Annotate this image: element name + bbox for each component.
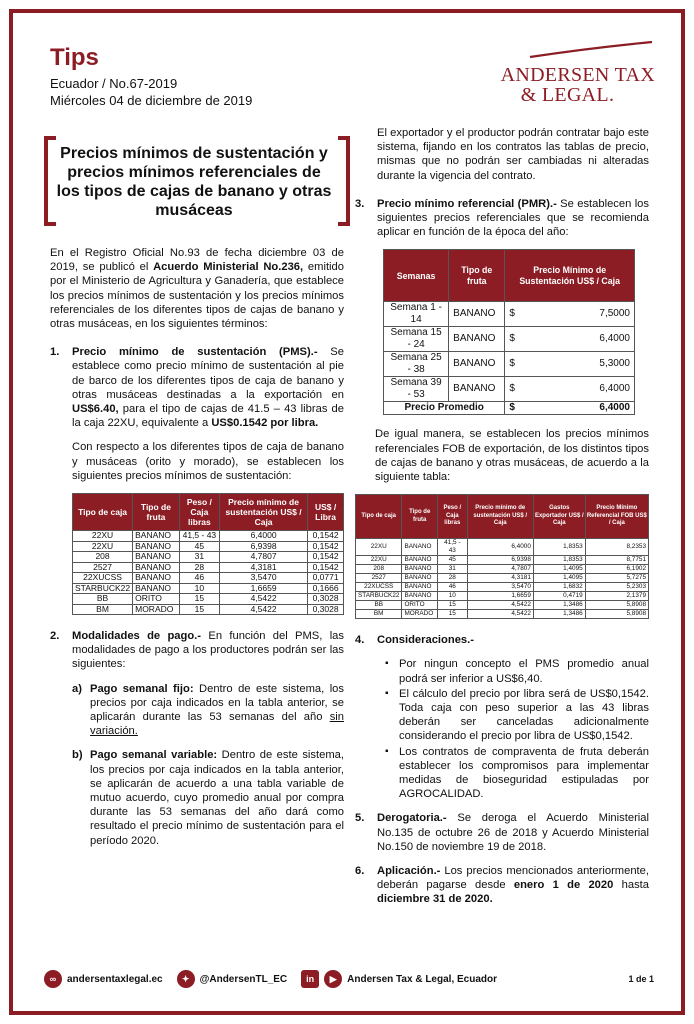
headline-box bbox=[44, 132, 344, 230]
table-row bbox=[73, 583, 344, 594]
table-cell: Semana 15 - 24 bbox=[384, 327, 449, 352]
table-cell: 1,6832 bbox=[533, 583, 585, 592]
table-cell: 6,4000 bbox=[219, 531, 307, 542]
table-cell: 1,4095 bbox=[533, 574, 585, 583]
table-cell: 10 bbox=[437, 592, 467, 601]
table-cell: 208 bbox=[356, 565, 402, 574]
pmr-table-body bbox=[384, 302, 635, 415]
table-row bbox=[73, 552, 344, 563]
logo-line2: & LEGAL. bbox=[520, 84, 615, 106]
table-cell: 4,5422 bbox=[467, 601, 533, 610]
table-cell: BANANO bbox=[133, 531, 180, 542]
section-6: 6. Aplicación.- Los precios mencionados anteriormente, deberán pagarse desde enero 1 de 2020 hasta diciembre 31 de 2020. bbox=[355, 865, 649, 906]
table-cell: 1,8353 bbox=[533, 539, 585, 556]
list-item: ▪ Los contratos de compraventa de fruta deberán establecer los compromisos para implementar medidas de bioseguridad estipuladas por AGROCALIDAD. bbox=[385, 745, 649, 802]
table-cell: $ 5,3000 bbox=[505, 352, 635, 377]
table-cell: BANANO bbox=[133, 583, 180, 594]
table-cell: 31 bbox=[437, 565, 467, 574]
section-4: 4. Consideraciones.- bbox=[355, 634, 474, 647]
table-row bbox=[73, 531, 344, 542]
issue-info bbox=[50, 75, 252, 109]
table-cell: 6,9398 bbox=[219, 541, 307, 552]
table-cell: BM bbox=[73, 604, 133, 615]
table-cell: 4,5422 bbox=[219, 604, 307, 615]
table-cell: Semana 25 - 38 bbox=[384, 352, 449, 377]
intro-paragraph: En el Registro Oficial No.93 de fecha diciembre 03 de 2019, se publicó el Acuerdo Ministerial No.236, emitido por el Ministerio de Agricultura y Ganadería, que establece los precios mínimos de sustentación y los precios mínimos referenciales de los diferentes tipos de cajas de banano y otras musáceas, en los siguientes términos: bbox=[50, 247, 344, 331]
table-cell: 6,4000 bbox=[467, 539, 533, 556]
table-cell: BB bbox=[73, 594, 133, 605]
table-cell: 22XU bbox=[356, 556, 402, 565]
twitter-icon: ✦ bbox=[177, 970, 195, 988]
table-row bbox=[73, 541, 344, 552]
table-cell: 22XUCSS bbox=[356, 583, 402, 592]
table-cell: 0,1542 bbox=[308, 552, 344, 563]
contract-paragraph: El exportador y el productor podrán contratar bajo este sistema, fijando en los contratos las tablas de precio, mismas que no podrán ser cambiadas ni alteradas durante la vigencia del contrato. bbox=[377, 127, 649, 182]
table-cell: BANANO bbox=[449, 302, 505, 327]
table-cell: 0,0771 bbox=[308, 573, 344, 584]
table-cell: 0,1542 bbox=[308, 531, 344, 542]
footer-website[interactable]: ∞ andersentaxlegal.ec bbox=[44, 970, 163, 988]
table-cell: Semana 1 - 14 bbox=[384, 302, 449, 327]
table-cell: STARBUCK22 bbox=[73, 583, 133, 594]
table-cell: BANANO bbox=[133, 552, 180, 563]
table-cell: MORADO bbox=[402, 610, 438, 619]
considerations-list bbox=[385, 657, 649, 801]
table-cell: 2527 bbox=[73, 562, 133, 573]
table-cell: BANANO bbox=[402, 574, 438, 583]
fob-table-body bbox=[356, 539, 649, 619]
table-cell: STARBUCK22 bbox=[356, 592, 402, 601]
footer bbox=[44, 968, 654, 990]
table-cell: 1,3486 bbox=[533, 601, 585, 610]
table-cell: 1,6659 bbox=[467, 592, 533, 601]
table-cell: 3,5470 bbox=[219, 573, 307, 584]
table-cell: ORITO bbox=[133, 594, 180, 605]
table-cell: 0,1542 bbox=[308, 541, 344, 552]
table-cell: 1,3486 bbox=[533, 610, 585, 619]
table-row bbox=[384, 352, 635, 377]
table-cell: 15 bbox=[437, 601, 467, 610]
table-cell: 1,8353 bbox=[533, 556, 585, 565]
table-row bbox=[356, 565, 649, 574]
table-cell: BM bbox=[356, 610, 402, 619]
table-cell: 0,1542 bbox=[308, 562, 344, 573]
fob-table: Tipo de caja Tipo de fruta Peso / Caja libras Precio mínimo de sustentación US$ / Caja Gastos Exportador US$ / Caja Precio Mínimo Referencial FOB US$ / Caja 22XU BANANO 41,5 - 43 6,4000 1,8353 8,2353 22XU BANANO 45 6,9398 1,8353 8,7751 208 BANANO 31 4,7807 1,4095 6,1902 2527 BANANO 28 4,3181 1,4095 5,7275 22XUCSS BANANO 46 3,5470 1,6832 5,2303 STARBUCK22 BANANO 10 1,6659 0,4719 2,1379 BB ORITO 15 4,5422 1,3486 5,8908 BM MORADO 15 4,5422 1,3486 5,8908 bbox=[355, 494, 649, 619]
table-cell: 22XU bbox=[73, 541, 133, 552]
table-cell: 2527 bbox=[356, 574, 402, 583]
table-cell: 6,9398 bbox=[467, 556, 533, 565]
table-cell: 1,6659 bbox=[219, 583, 307, 594]
table-cell: Precio Promedio bbox=[384, 402, 505, 415]
table-cell: 0,3028 bbox=[308, 594, 344, 605]
section-2: 2. Modalidades de pago.- En función del PMS, las modalidades de pago a los productores podrán ser las siguientes: bbox=[50, 630, 344, 671]
table-row bbox=[384, 377, 635, 402]
table-cell: 4,5422 bbox=[467, 610, 533, 619]
table-row bbox=[73, 594, 344, 605]
table-cell: 31 bbox=[179, 552, 219, 563]
table-cell: 46 bbox=[179, 573, 219, 584]
table-cell: 4,7807 bbox=[219, 552, 307, 563]
table-cell: ORITO bbox=[402, 601, 438, 610]
table-cell: BANANO bbox=[133, 541, 180, 552]
table-cell: $ 7,5000 bbox=[505, 302, 635, 327]
table-cell: 2,1379 bbox=[585, 592, 648, 601]
section-1-text: Precio mínimo de sustentación (PMS).- Se establece como precio mínimo de sustentación al pie de barco de los diferentes tipos de caja de banano y otras musáceas destinadas a la exportación en US$6.40, para el tipo de cajas de 41.5 – 43 libras de la caja 22XU, equivalente a US$0.1542 por libra. bbox=[72, 346, 344, 430]
table-cell: 41,5 - 43 bbox=[179, 531, 219, 542]
table-cell: MORADO bbox=[133, 604, 180, 615]
tips-title: Tips bbox=[50, 44, 99, 71]
list-item: ▪ Por ningun concepto el PMS promedio anual podrá ser inferior a US$6,40. bbox=[385, 657, 649, 685]
table-cell: 41,5 - 43 bbox=[437, 539, 467, 556]
logo-line1: ANDERSEN TAX bbox=[500, 64, 655, 86]
pmr-table: Semanas Tipo de fruta Precio Mínimo de Sustentación US$ / Caja Semana 1 - 14 BANANO $ 7,5000 Semana 15 - 24 BANANO $ 6,4000 Semana 25 - 38 BANANO $ 5,3000 Semana 39 - 53 BANANO $ 6,4000 Precio Promedio $ 6,4000 bbox=[383, 249, 635, 415]
table-cell: 0,3028 bbox=[308, 604, 344, 615]
table-cell: BANANO bbox=[133, 562, 180, 573]
andersen-logo bbox=[470, 40, 655, 105]
table-cell: 45 bbox=[437, 556, 467, 565]
table-row bbox=[384, 402, 635, 415]
issue-number: Ecuador / No.67-2019 bbox=[50, 76, 178, 91]
right-column bbox=[355, 126, 649, 917]
table-cell: 4,7807 bbox=[467, 565, 533, 574]
table-cell: 46 bbox=[437, 583, 467, 592]
table-cell: 4,3181 bbox=[219, 562, 307, 573]
table-cell: 15 bbox=[179, 594, 219, 605]
table-cell: 28 bbox=[437, 574, 467, 583]
table-cell: $ 6,4000 bbox=[505, 402, 635, 415]
table-cell: 4,3181 bbox=[467, 574, 533, 583]
section-2b: b) Pago semanal variable: Dentro de este sistema, los precios por caja indicados en la tabla anterior, se aplicarán de acuerdo a una tabla variable de mutuo acuerdo, cuyo promedio anual por compra durante las 53 semanas del año dará como resultado el precio mínimo de sustentación para el período 2020. bbox=[72, 749, 344, 847]
section-2-text: Modalidades de pago.- En función del PMS, las modalidades de pago a los productores podrán ser las siguientes: bbox=[72, 630, 344, 671]
table-row bbox=[356, 583, 649, 592]
pms-table: Tipo de caja Tipo de fruta Peso / Caja libras Precio mínimo de sustentación US$ / Caja US$ / Libra 22XU BANANO 41,5 - 43 6,4000 0,1542 22XU BANANO 45 6,9398 0,1542 208 BANANO 31 4,7807 0,1542 2527 BANANO 28 4,3181 0,1542 22XUCSS BANANO 46 3,5470 0,0771 STARBUCK22 BANANO 10 1,6659 0,1666 BB ORITO 15 4,5422 0,3028 BM MORADO 15 4,5422 0,3028 bbox=[72, 493, 344, 615]
table-cell: 22XUCSS bbox=[73, 573, 133, 584]
logo-swoosh-icon bbox=[470, 40, 655, 60]
link-icon: ∞ bbox=[44, 970, 62, 988]
table-cell: 45 bbox=[179, 541, 219, 552]
table-cell: 10 bbox=[179, 583, 219, 594]
table-cell: 0,4719 bbox=[533, 592, 585, 601]
table-cell: BANANO bbox=[449, 327, 505, 352]
table-cell: 5,8908 bbox=[585, 601, 648, 610]
table-cell: 8,2353 bbox=[585, 539, 648, 556]
table-row bbox=[356, 539, 649, 556]
table-cell: 15 bbox=[437, 610, 467, 619]
table-cell: BANANO bbox=[449, 352, 505, 377]
table-row bbox=[356, 610, 649, 619]
table-cell: 6,1902 bbox=[585, 565, 648, 574]
left-column bbox=[50, 132, 344, 858]
table-cell: 3,5470 bbox=[467, 583, 533, 592]
section-5: 5. Derogatoria.- Se deroga el Acuerdo Ministerial No.135 de octubre 26 de 2018 y Acuerdo Ministerial No.150 de noviembre 19 de 2018. bbox=[355, 812, 649, 853]
table-row bbox=[356, 556, 649, 565]
list-item: ▪ El cálculo del precio por libra será de US$0,1542. Toda caja con peso superior a las 43 libras deberán ser canceladas adicionalmente considerando el precio por libra de US$0,1542. bbox=[385, 687, 649, 744]
table-cell: BANANO bbox=[402, 592, 438, 601]
table-row bbox=[356, 601, 649, 610]
table-cell: BANANO bbox=[449, 377, 505, 402]
fob-paragraph: De igual manera, se establecen los precios mínimos referenciales FOB de exportación, de los distintos tipos de cajas de banano y otras musáceas, de acuerdo a la siguiente tabla: bbox=[375, 428, 649, 484]
table-cell: 5,7275 bbox=[585, 574, 648, 583]
table-row bbox=[73, 573, 344, 584]
youtube-icon[interactable]: ▶ bbox=[324, 970, 342, 988]
table-cell: BANANO bbox=[402, 539, 438, 556]
issue-date: Miércoles 04 de diciembre de 2019 bbox=[50, 93, 253, 108]
section-3: 3. Precio mínimo referencial (PMR).- Se establecen los siguientes precios referenciales que se recomienda aplicar en función de la época del año: bbox=[355, 197, 649, 239]
table-cell: $ 6,4000 bbox=[505, 377, 635, 402]
page-number: 1 de 1 bbox=[628, 974, 654, 984]
table-cell: 22XU bbox=[73, 531, 133, 542]
table-cell: 15 bbox=[179, 604, 219, 615]
section-1-para2: Con respecto a los diferentes tipos de caja de banano y musáceas (orito y morado), se establecen los siguientes precios mínimos de sustentación: bbox=[72, 441, 344, 482]
table-cell: BANANO bbox=[402, 556, 438, 565]
footer-twitter[interactable]: ✦ @AndersenTL_EC bbox=[177, 970, 288, 988]
table-row bbox=[356, 592, 649, 601]
table-cell: 8,7751 bbox=[585, 556, 648, 565]
table-row bbox=[73, 604, 344, 615]
table-cell: BB bbox=[356, 601, 402, 610]
article-headline: Precios mínimos de sustentación y precios mínimos referenciales de los tipos de cajas de banano y otras musáceas bbox=[56, 145, 332, 219]
table-row bbox=[384, 327, 635, 352]
table-cell: 4,5422 bbox=[219, 594, 307, 605]
table-cell: BANANO bbox=[402, 565, 438, 574]
table-cell: BANANO bbox=[133, 573, 180, 584]
linkedin-icon[interactable]: in bbox=[301, 970, 319, 988]
table-cell: 5,8908 bbox=[585, 610, 648, 619]
table-cell: 208 bbox=[73, 552, 133, 563]
pms-table-body bbox=[73, 531, 344, 615]
section-1: 1. Precio mínimo de sustentación (PMS).- Se establece como precio mínimo de sustentación al pie de barco de los diferentes tipos de caja de banano y otras musáceas destinadas a la exportación en US$6.40, para el tipo de cajas de 41.5 – 43 libras de la caja 22XU, equivalente a US$0.1542 por libra. bbox=[50, 346, 344, 430]
table-cell: $ 6,4000 bbox=[505, 327, 635, 352]
table-cell: 5,2303 bbox=[585, 583, 648, 592]
table-row bbox=[356, 574, 649, 583]
table-cell: BANANO bbox=[402, 583, 438, 592]
footer-social[interactable]: in ▶ Andersen Tax & Legal, Ecuador bbox=[301, 970, 497, 988]
table-row bbox=[73, 562, 344, 573]
section-2a: a) Pago semanal fijo: Dentro de este sistema, los precios por caja indicados en la tabla anterior, se aplicarán durante las 53 semanas del año sin variación. bbox=[72, 682, 344, 738]
table-cell: 22XU bbox=[356, 539, 402, 556]
table-cell: 1,4095 bbox=[533, 565, 585, 574]
table-cell: 0,1666 bbox=[308, 583, 344, 594]
table-cell: 28 bbox=[179, 562, 219, 573]
table-row bbox=[384, 302, 635, 327]
table-cell: Semana 39 - 53 bbox=[384, 377, 449, 402]
